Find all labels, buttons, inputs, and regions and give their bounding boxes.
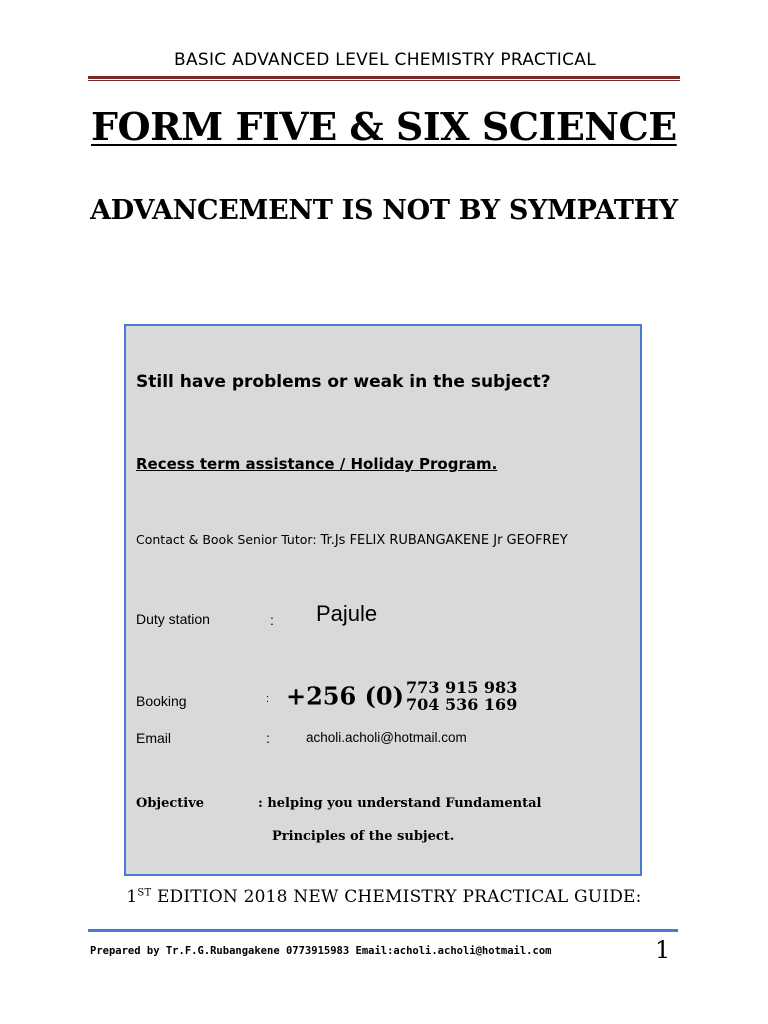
page-number: 1: [655, 936, 671, 964]
email-label: Email: [136, 730, 172, 746]
header-rule: [88, 76, 680, 79]
contact-prefix: Contact & Book Senior Tutor:: [136, 532, 321, 547]
subtitle: ADVANCEMENT IS NOT BY SYMPATHY: [90, 195, 678, 226]
recess-text: Recess term assistance / Holiday Program.: [136, 455, 498, 473]
duty-station-row: [136, 601, 378, 628]
country-code: +256 (0): [286, 681, 404, 711]
booking-phone: [286, 679, 517, 713]
duty-colon: :: [270, 612, 274, 628]
objective-label: Objective: [136, 796, 205, 811]
edition-text: EDITION 2018 NEW CHEMISTRY PRACTICAL GUIDE:: [151, 887, 642, 907]
duty-label: Duty station: [136, 611, 210, 627]
footer-text: Prepared by Tr.F.G.Rubangakene 0773915983 Email:acholi.acholi@hotmail.com: [90, 945, 552, 957]
email-row: [136, 730, 467, 746]
duty-value: Pajule: [316, 601, 378, 626]
tutor-name: Tr.Js FELIX RUBANGAKENE Jr GEOFREY: [320, 533, 568, 548]
phone-numbers: [406, 679, 517, 713]
booking-label: Booking: [136, 693, 187, 709]
phone-number-1: 773 915 983: [405, 678, 518, 697]
contact-line: [136, 532, 568, 548]
email-value[interactable]: acholi.acholi@hotmail.com: [306, 730, 467, 745]
info-box: [124, 324, 642, 876]
edition-line: [0, 887, 768, 907]
header-rule-thin: [88, 80, 680, 81]
question-text: Still have problems or weak in the subject?: [136, 372, 551, 392]
objective-line-2: Principles of the subject.: [272, 829, 455, 844]
edition-suffix: ST: [137, 887, 152, 899]
edition-number: 1: [126, 887, 138, 907]
running-header: BASIC ADVANCED LEVEL CHEMISTRY PRACTICAL: [174, 50, 596, 70]
page-title: FORM FIVE & SIX SCIENCE: [91, 104, 677, 149]
email-colon: :: [266, 730, 270, 746]
booking-colon: :: [266, 693, 270, 705]
phone-number-2: 704 536 169: [405, 695, 518, 714]
footer-rule: [88, 929, 678, 932]
objective-row: [136, 796, 542, 811]
objective-line-1: : helping you understand Fundamental: [258, 796, 542, 811]
booking-row: [136, 678, 518, 714]
